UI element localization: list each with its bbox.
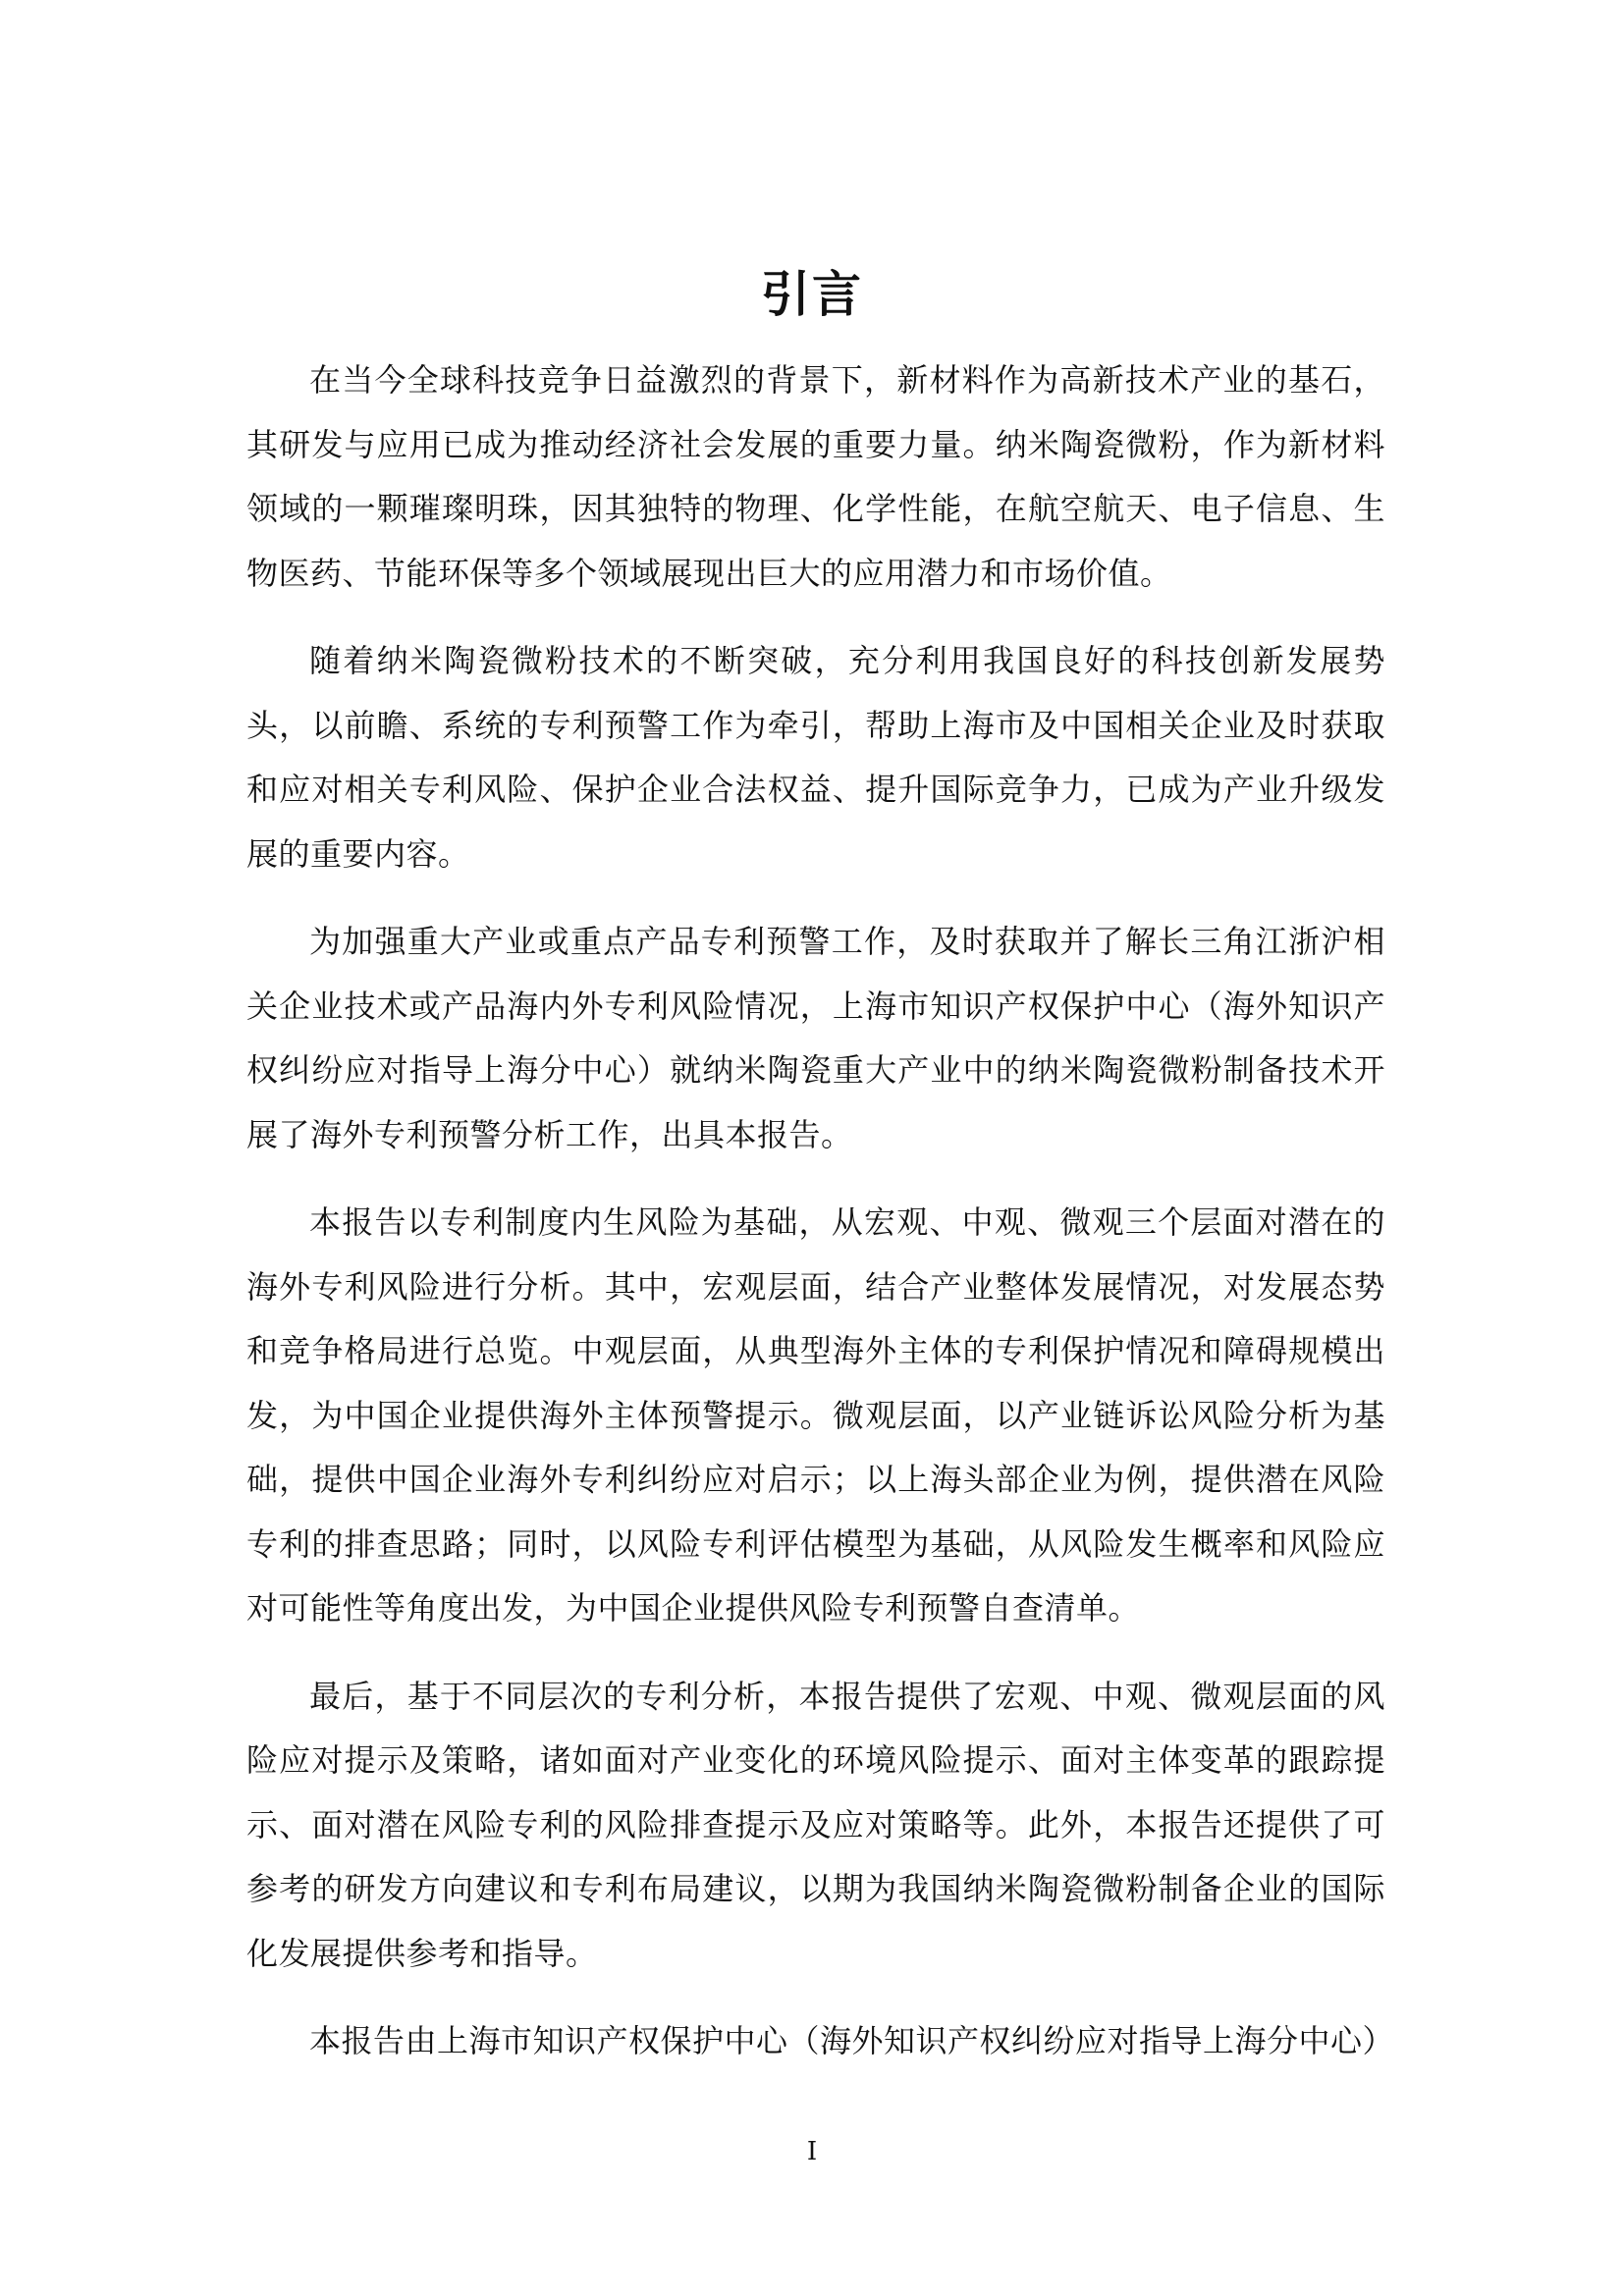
- paragraph-3: 为加强重大产业或重点产品专利预警工作，及时获取并了解长三角江浙沪相关企业技术或产品海内外专利风险情况，上海市知识产权保护中心（海外知识产权纠纷应对指导上海分中心）就纳米陶瓷重大产业中的纳米陶瓷微粉制备技术开展了海外专利预警分析工作，出具本报告。: [246, 923, 1385, 1153]
- paragraph-5: 最后，基于不同层次的专利分析，本报告提供了宏观、中观、微观层面的风险应对提示及策略，诸如面对产业变化的环境风险提示、面对主体变革的跟踪提示、面对潜在风险专利的风险排查提示及应对策略等。此外，本报告还提供了可参考的研发方向建议和专利布局建议，以期为我国纳米陶瓷微粉制备企业的国际化发展提供参考和指导。: [246, 1677, 1385, 1972]
- page-number: I: [806, 2137, 818, 2166]
- paragraph-4: 本报告以专利制度内生风险为基础，从宏观、中观、微观三个层面对潜在的海外专利风险进行分析。其中，宏观层面，结合产业整体发展情况，对发展态势和竞争格局进行总览。中观层面，从典型海外主体的专利保护情况和障碍规模出发，为中国企业提供海外主体预警提示。微观层面，以产业链诉讼风险分析为基础，提供中国企业海外专利纠纷应对启示；以上海头部企业为例，提供潜在风险专利的排查思路；同时，以风险专利评估模型为基础，从风险发生概率和风险应对可能性等角度出发，为中国企业提供风险专利预警自查清单。: [246, 1203, 1385, 1627]
- paragraph-6: 本报告由上海市知识产权保护中心（海外知识产权纠纷应对指导上海分中心）: [309, 2022, 1395, 2059]
- paragraph-1: 在当今全球科技竞争日益激烈的背景下，新材料作为高新技术产业的基石，其研发与应用已成为推动经济社会发展的重要力量。纳米陶瓷微粉，作为新材料领域的一颗璀璨明珠，因其独特的物理、化学性能，在航空航天、电子信息、生物医药、节能环保等多个领域展现出巨大的应用潜力和市场价值。: [246, 361, 1385, 592]
- page-title: 引言: [761, 265, 863, 323]
- paragraph-2: 随着纳米陶瓷微粉技术的不断突破，充分利用我国良好的科技创新发展势头，以前瞻、系统的专利预警工作为牵引，帮助上海市及中国相关企业及时获取和应对相关专利风险、保护企业合法权益、提升国际竞争力，已成为产业升级发展的重要内容。: [246, 642, 1385, 873]
- document-body: [246, 348, 1395, 2098]
